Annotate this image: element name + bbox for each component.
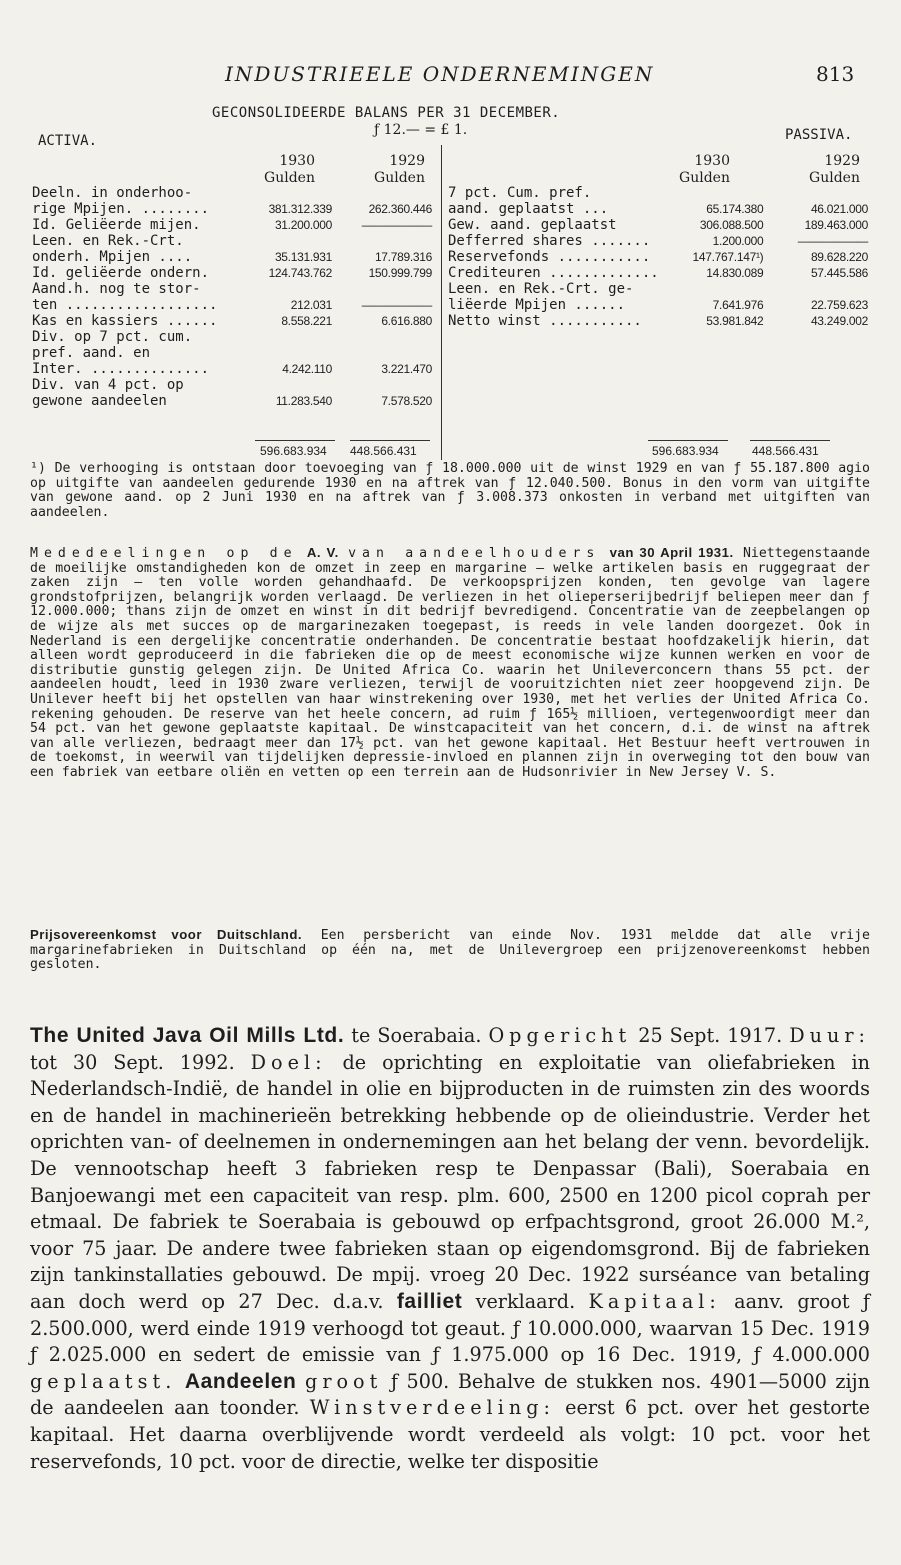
passiva-value-1929: 43.249.002: [810, 314, 868, 328]
footnote: [30, 462, 870, 520]
activa-row: [32, 201, 432, 217]
activa-row-2-line1: [32, 233, 432, 249]
passiva-value-1930: 53.981.842: [706, 314, 764, 328]
passiva-value-1930: 65.174.380: [706, 202, 764, 216]
meeting-lead-2: van aandeelhouders: [348, 546, 601, 561]
company-name: The United Java Oil Mills Ltd.: [30, 1024, 345, 1047]
price-agreement-section: [30, 928, 870, 973]
java-text-8: eerst 6 pct. over het gestorte kapitaal. Het daarna overblijvende wordt verdeeld als volgt: 10 pct. voor het reservefonds, 10 pct. voor de directie, welke ter dispositie: [30, 1396, 871, 1473]
total-rule-right-2: [750, 440, 830, 441]
balance-title: GECONSOLIDEERDE BALANS PER 31 DECEMBER.: [212, 105, 561, 121]
activa-row: [32, 265, 432, 281]
activa-label-line1: Div. op 7 pct. cum.: [32, 329, 193, 345]
balance-sheet: [30, 105, 870, 465]
activa-unit-2: Gulden: [374, 170, 425, 186]
passiva-label-line1: 7 pct. Cum. pref.: [448, 185, 592, 201]
activa-label: ACTIVA.: [38, 133, 98, 149]
passiva-value-1929: 57.445.586: [810, 266, 868, 280]
activa-year-1930: 1930: [279, 153, 315, 169]
header-title: INDUSTRIEELE ONDERNEMINGEN: [225, 62, 655, 86]
passiva-label: liëerde Mpijen ......: [448, 297, 626, 313]
passiva-row: [448, 297, 868, 313]
activa-value-1929: [332, 345, 432, 361]
passiva-total-1929: 448.566.431: [752, 444, 819, 458]
activa-row-4-line1: [32, 281, 432, 297]
activa-value-1930: 381.312.339: [268, 202, 332, 216]
passiva-value-1929: 189.463.000: [804, 218, 868, 232]
activa-value-1930: [232, 345, 332, 361]
passiva-row: [448, 249, 868, 265]
passiva-row: [448, 265, 868, 281]
activa-label: Id. geliëerde ondern.: [32, 265, 210, 281]
java-label-doel: Doel:: [250, 1050, 327, 1074]
activa-value-1929: 150.999.799: [368, 266, 432, 280]
activa-value-1930: 8.558.221: [281, 314, 332, 328]
passiva-row: [448, 313, 868, 329]
activa-table: [32, 185, 432, 409]
activa-value-1930: 212.031: [290, 298, 332, 312]
activa-label: ten ..................: [32, 297, 218, 313]
java-text-1: te Soerabaia.: [351, 1024, 482, 1047]
passiva-label: aand. geplaatst ...: [448, 201, 609, 217]
activa-unit-1: Gulden: [264, 170, 315, 186]
activa-row: [32, 393, 432, 409]
exchange-rate: ƒ 12.— = £ 1.: [374, 122, 468, 138]
passiva-row: [448, 233, 868, 249]
activa-value-1929: ——————: [361, 298, 432, 312]
activa-label: Kas en kassiers ......: [32, 313, 218, 329]
activa-value-1929: 7.578.520: [381, 394, 432, 408]
meeting-lead-date: van 30 April 1931.: [609, 545, 734, 560]
activa-label-line1: Aand.h. nog te stor-: [32, 281, 201, 297]
activa-value-1930: 4.242.110: [282, 362, 332, 376]
running-header: [0, 62, 901, 96]
java-label-opgericht: Opgericht: [488, 1024, 632, 1047]
activa-label: rige Mpijen. ........: [32, 201, 210, 217]
price-agreement-text: Een persbericht van einde Nov. 1931 meldde dat alle vrije margarinefabrieken in Duitschland op één na, met de Unilevergroep een prijzenovereenkomst hebben gesloten.: [30, 928, 870, 973]
passiva-unit-2: Gulden: [809, 170, 860, 186]
passiva-label: Gew. aand. geplaatst: [448, 217, 617, 233]
java-text-7: ƒ 500. Behalve de stukken nos. 4901—5000 zijn de aandeelen aan toonder.: [30, 1369, 870, 1420]
activa-value-1930: 124.743.762: [268, 266, 332, 280]
total-rule-left-2: [350, 440, 430, 441]
activa-value-1929: 6.616.880: [381, 314, 432, 328]
passiva-row: [448, 201, 868, 217]
java-text-3: tot 30 Sept. 1992.: [30, 1050, 235, 1074]
activa-label: Inter. ..............: [32, 361, 210, 377]
passiva-row-5-line1: [448, 281, 868, 297]
passiva-table: [448, 185, 868, 329]
page-number: 813: [816, 62, 855, 86]
java-label-duur: Duur:: [789, 1024, 870, 1047]
passiva-total-1930: 596.683.934: [652, 444, 719, 458]
passiva-label: Crediteuren .............: [448, 265, 659, 281]
meeting-lead-av: A. V.: [306, 545, 339, 560]
passiva-label: Defferred shares .......: [448, 233, 651, 249]
passiva-label: Reservefonds ...........: [448, 249, 651, 265]
activa-row-0-line1: [32, 185, 432, 201]
activa-row: [32, 345, 432, 361]
activa-row-6-line1: [32, 329, 432, 345]
java-label-geplaatst: geplaatst.: [30, 1369, 177, 1393]
passiva-value-1929: ——————: [797, 234, 868, 248]
activa-value-1929: 262.360.446: [368, 202, 432, 216]
price-agreement-lead: Prijsovereenkomst voor Duitschland.: [30, 927, 303, 942]
passiva-value-1929: 46.021.000: [810, 202, 868, 216]
activa-total-1930: 596.683.934: [260, 444, 327, 458]
activa-year-1929: 1929: [389, 153, 425, 169]
java-label-kapitaal: Kapitaal:: [588, 1289, 721, 1313]
passiva-year-1930: 1930: [694, 153, 730, 169]
java-label-failliet: failliet: [396, 1289, 463, 1313]
meeting-text: Niettegenstaande de moeilijke omstandigheden kon de omzet in zeep en margarine — welke artikelen basis en ruggegraat der zaken zijn — ten volle worden gehandhaafd. De verkoopsprijzen konden, ten gevolge van lagere grondstofprijzen, belangrijk worden verlaagd. De verliezen in het olieperserijbedrijf beliepen meer dan ƒ 12.000.000; thans zijn de omzet en winst in dit bedrijf bevredigend. Concentratie van de zeepbelangen op de wijze als met succes op de margarinezaken toegepast, is reeds in vele landen doorgezet. Ook in Nederland is een dergelijke concentratie onderhanden. De concentratie bestaat hoofdzakelijk hierin, dat alleen wordt geproduceerd in die fabrieken die op de meest economische wijze kunnen werken en voor de distributie gunstig gelegen zijn. De United Africa Co. waarin het Unileverconcern thans 55 pct. der aandeelen houdt, leed in 1930 zware verliezen, terwijl de vooruitzichten niet zeer hoopgevend zijn. De Unilever heeft bij het opstellen van haar winstrekening over 1930, met het verlies der United Africa Co. rekening gehouden. De reserve van het heele concern, ad ruim ƒ 165½ millioen, vertegenwoordigt meer dan 54 pct. van het gewone geplaatste kapitaal. De winstcapaciteit van het concern, d.i. de winst na aftrek van alle verliezen, bedraagt meer dan 17½ pct. van het gewone kapitaal. Het Bestuur heeft vertrouwen in de toekomst, in weerwil van tijdelijken depressie-invloed en plannen zijn in overweging tot den bouw van een fabriek van eetbare oliën en vetten op een terrein aan de Hudsonrivier in New Jersey V. S.: [30, 546, 870, 780]
footnote-text: ¹) De verhooging is ontstaan door toevoeging van ƒ 18.000.000 uit de winst 1929 en van ƒ 55.187.800 agio op uitgifte van aandeelen gedurende 1930 en na aftrek van ƒ 12.040.500. Bonus in den vorm van uitgifte van gewone aand. op 2 Juni 1930 en na aftrek van ƒ 3.008.373 onkosten in verband met uitgiften van aandeelen.: [30, 461, 870, 520]
activa-row: [32, 313, 432, 329]
total-rule-right-1: [648, 440, 728, 441]
activa-label-line1: Leen. en Rek.-Crt.: [32, 233, 184, 249]
passiva-value-1930: 14.830.089: [706, 266, 764, 280]
activa-value-1930: 11.283.540: [275, 394, 332, 408]
passiva-row: [448, 217, 868, 233]
java-text-5: verklaard.: [475, 1289, 576, 1313]
activa-value-1929: 3.221.470: [381, 362, 432, 376]
passiva-label-line1: Leen. en Rek.-Crt. ge-: [448, 281, 634, 297]
java-text-6: aanv. groot ƒ 2.500.000, werd einde 1919 verhoogd tot geaut. ƒ 10.000.000, waarvan 15 Dec. 1919 ƒ 2.025.000 en sedert de emissie van ƒ 1.975.000 op 16 Dec. 1919, ƒ 4.000.000: [30, 1289, 871, 1367]
activa-value-1930: 35.131.931: [274, 250, 332, 264]
activa-total-1929: 448.566.431: [350, 444, 417, 458]
activa-value-1929: 17.789.316: [374, 250, 432, 264]
passiva-label: PASSIVA.: [785, 127, 853, 143]
passiva-value-1930: 147.767.147¹): [692, 250, 764, 264]
java-label-aandeelen: Aandeelen: [184, 1369, 297, 1393]
passiva-value-1929: 89.628.220: [810, 250, 868, 264]
activa-label-line1: Deeln. in onderhoo-: [32, 185, 193, 201]
passiva-row-0-line1: [448, 185, 868, 201]
passiva-value-1929: 22.759.623: [810, 298, 868, 312]
passiva-unit-1: Gulden: [679, 170, 730, 186]
passiva-label: Netto winst ...........: [448, 313, 642, 329]
passiva-value-1930: 1.200.000: [712, 234, 764, 248]
activa-value-1930: 31.200.000: [274, 218, 332, 232]
java-label-groot: groot: [305, 1369, 383, 1393]
java-label-winstverdeeling: Winstverdeeling:: [309, 1396, 555, 1420]
activa-row: [32, 217, 432, 233]
activa-row: [32, 297, 432, 313]
passiva-value-1930: 7.641.976: [712, 298, 764, 312]
java-text-2: 25 Sept. 1917.: [638, 1024, 783, 1047]
activa-row-8-line1: [32, 377, 432, 393]
activa-row: [32, 361, 432, 377]
activa-row: [32, 249, 432, 265]
activa-label: gewone aandeelen: [32, 393, 167, 409]
meeting-section: [30, 546, 870, 781]
activa-value-1929: ——————: [361, 218, 432, 232]
activa-label: pref. aand. en: [32, 345, 151, 361]
java-oil-mills-section: [30, 1023, 870, 1475]
activa-label: onderh. Mpijen ....: [32, 249, 193, 265]
passiva-year-1929: 1929: [824, 153, 860, 169]
java-text-4: de oprichting en exploitatie van oliefabrieken in Nederlandsch-Indië, de handel in olie en bijproducten in de ruimsten zin des woords en de handel in machinerieën betrekking hebbende op de olieindustrie. Verder het oprichten van- of deelnemen in ondernemingen aan het belang der venn. bevordelijk. De vennootschap heeft 3 fabrieken resp te Denpassar (Bali), Soerabaia en Banjoewangi met een capaciteit van resp. plm. 600, 2500 en 1200 picol coprah per etmaal. De fabriek te Soerabaia is gebouwd op erfpachtsgrond, groot 26.000 M.², voor 75 jaar. De andere twee fabrieken staan op eigendomsgrond. Bij de fabrieken zijn tankinstallaties gebouwd. De mpij. vroeg 20 Dec. 1922 surséance van betaling aan doch werd op 27 Dec. d.a.v.: [30, 1050, 870, 1313]
total-rule-left-1: [255, 440, 335, 441]
activa-label-line1: Div. van 4 pct. op: [32, 377, 184, 393]
passiva-value-1930: 306.088.500: [699, 218, 764, 232]
activa-label: Id. Geliëerde mijen.: [32, 217, 201, 233]
column-divider: [441, 145, 442, 460]
meeting-lead-1: Mededeelingen op de: [30, 546, 298, 561]
